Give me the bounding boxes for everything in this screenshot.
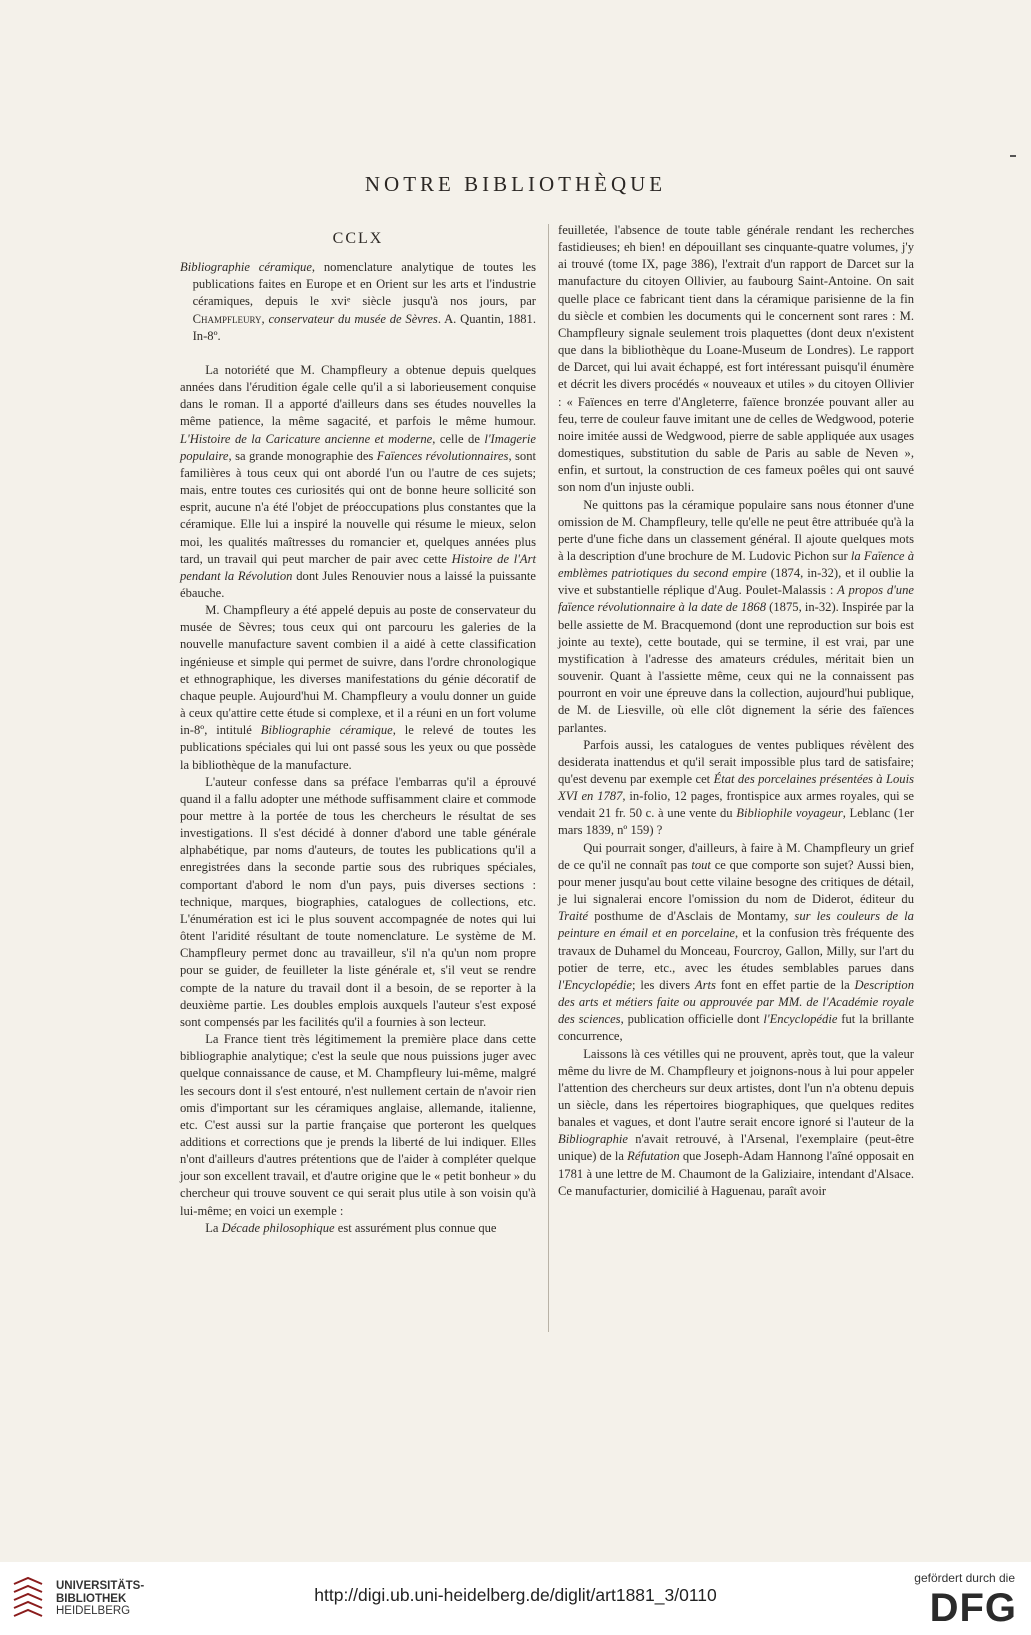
bibliographic-entry: Bibliographie céramique, nomenclature analytique de toutes les publications faites en Europe et en Orient sur les arts et l'industrie céramiques, depuis le xviᵉ siècle jusqu'à nos jours, par Champfleury, conservateur du musée de Sèvres. A. Quantin, 1881. In-8º. <box>180 260 537 343</box>
paragraph: L'auteur confesse dans sa préface l'embarras qu'il a éprouvé quand il a fallu adopter une méthode suffisamment claire et commode pour mettre à la portée de tous les chercheurs le résultat de ses investigations. Il s'est décidé à donner d'abord une table générale alphabétique, par noms d'auteurs, de toutes les publications qu'il a enregistrées dans la seconde partie sous des rubriques spéciales, comportant d'abord le nom d'un pays, puis diverses sections : technique, marques, biographies, catalogues de collections, etc. L'énumération est ici le plus souvent accompagnée de notes qui lui ôtent l'aridité résultant de toute nomenclature. Le système de M. Champfleury permet donc au travailleur, s'il n'a qu'un nom propre pour se guider, de feuilleter la liste générale et, s'il veut se rendre compte de la nature du travail dont il a besoin, de se reporter à la deuxième partie. Les doubles emplois auxquels l'auteur s'est exposé sont compensés par les facilités qu'il a fournies à son lecteur. <box>180 774 536 1029</box>
entry-author: Champfleury <box>192 311 262 326</box>
paragraph: La Décade philosophique est assurément plus connue que <box>205 1220 497 1235</box>
paragraph: La notoriété que M. Champfleury a obtenue depuis quelques années dans l'érudition égale celle qu'il a si laborieusement conquise dans le roman. Il a apporté d'ailleurs dans ses études nouvelles la même patience, la même sagacité, et parfois le même humour. L'Histoire de la Caricature ancienne et moderne, celle de l'Imagerie populaire, sa grande monographie des Faïences révolutionnaires, sont familières à tous ceux qui ont abordé l'un ou l'autre de ces sujets; mais, entre toutes ces curiosités qui ont de bonne heure sollicité son esprit, aucune n'a été l'objet de préoccupations plus constantes que la céramique. Elle lui a inspiré la nouvelle qui résume le mieux, selon moi, les qualités maîtresses du romancier et, quelques années plus tard, un travail qui peut marcher de pair avec cette Histoire de l'Art pendant la Révolution dont Jules Renouvier nous a laissé la puissante ébauche. <box>180 362 537 600</box>
column-divider <box>548 224 549 1332</box>
sponsor-label: gefördert durch die <box>914 1571 1015 1585</box>
paragraph: Ne quittons pas la céramique populaire sans nous étonner d'une omission de M. Champfleury, telle qu'elle ne peut être attribuée qu'à la perte d'une fiche dans un classement général. Il ajoute quelques mots à la description d'une brochure de M. Ludovic Pichon sur la Faïence à emblèmes patriotiques du second empire (1874, in-32), et il oublie la vive et substantielle réplique d'Aug. Poulet-Malassis : A propos d'une faïence révolutionnaire à la date de 1868 (1875, in-32). Inspirée par la belle assiette de M. Bracquemond (dont une reproduction sur bois est jointe au texte), cette boutade, qui se termine, il est vrai, par une mystification à l'adresse des amateurs crédules, méritait bien un souvenir. Quant à l'assiette même, ceux qui ne la connaissent pas pourront en voir une épreuve dans la collection, aujourd'hui publique, de M. de Liesville, où elle clôt dignement la série des faïences parlantes. <box>558 497 914 735</box>
paragraph: M. Champfleury a été appelé depuis au poste de conservateur du musée de Sèvres; tous ceux qui ont parcouru les galeries de la nouvelle manufacture savent combien il a aidé à cette classification ingénieuse et simple qui permet de suivre, dans l'ordre chronologique et ethnographique, les diverses manifestations du génie décoratif de chaque peuple. Aujourd'hui M. Champfleury a voulu donner un guide à ceux qu'attire cette étude si complexe, et il a réuni en un fort volume in-8º, intitulé Bibliographie céramique, le relevé de toutes les publications spéciales qui lui ont passé sous les yeux ou que possède la bibliothèque de la manufacture. <box>180 603 536 772</box>
paragraph: Parfois aussi, les catalogues de ventes publiques révèlent des desiderata inattendus et qu'il serait impossible plus tard de satisfaire; qu'est devenu par exemple cet État des porcelaines présentées à Louis XVI en 1787, in-folio, 12 pages, frontispice aux armes royales, qui se vendait 21 fr. 50 c. à une vente du Bibliophile voyageur, Leblanc (1er mars 1839, nº 159) ? <box>558 737 914 838</box>
paragraph: La France tient très légitimement la première place dans cette bibliographie analytique; c'est la seule que nous puissions juger avec quelque connaissance de cause, et M. Champfleury lui-même, malgré les secours dont il s'est entouré, n'est nullement certain de n'avoir rien omis d'important sur les céramiques anglaise, allemande, italienne, etc. C'est aussi sur la partie française que porteront les quelques additions et corrections que je prends la liberté de lui indiquer. Elles n'ont d'ailleurs d'autres prétentions que de l'aider à compléter quelque jour son excellent travail, et d'autre origine que le « petit bonheur » du chercheur qui trouve souvent ce qui serait plus utile à son voisin qu'à lui-même; en voici un exemple : <box>180 1032 536 1218</box>
entry-title: Bibliographie céramique <box>180 260 312 275</box>
left-column <box>180 218 536 1237</box>
page-title: NOTRE BIBLIOTHÈQUE <box>364 172 667 196</box>
paragraph: Laissons là ces vétilles qui ne prouvent, après tout, que la valeur même du livre de M. Champfleury et joignons-nous à lui pour appeler l'attention des chercheurs sur deux artistes, dont l'un n'a obtenu depuis un siècle, dans les répertoires biographiques, que quelques redites banales et vagues, et dont l'autre serait encore ignoré si l'auteur de la Bibliographie n'avait retrouvé, à l'Arsenal, l'exemplaire (peut-être unique) de la Réfutation que Joseph-Adam Hannong l'aîné opposait en 1781 à une lettre de M. Chaumont de la Galiziaire, intendant d'Alsace. Ce manufacturier, domicilié à Haguenau, paraît avoir <box>558 1046 914 1198</box>
permalink-url[interactable]: http://digi.ub.uni-heidelberg.de/diglit/art1881_3/0110 <box>314 1585 717 1605</box>
university-library-name: UNIVERSITÄTS- BIBLIOTHEK HEIDELBERG <box>56 1580 145 1617</box>
margin-mark <box>1010 155 1016 157</box>
right-column <box>558 222 914 1200</box>
viewer-footer <box>0 1562 1031 1635</box>
paragraph: Qui pourrait songer, d'ailleurs, à faire à M. Champfleury un grief de ce qu'il ne connaît pas tout ce que comporte son sujet? Aussi bien, pour mener jusqu'au bout cette vilaine besogne des critiques de détail, je lui signalerai encore l'omission du nom de Diderot, éditeur du Traité posthume de d'Asclais de Montamy, sur les couleurs de la peinture en émail et en porcelaine, et la confusion très fréquente des travaux de Duhamel du Monceau, Fourcroy, Gallon, Milly, sur l'art du potier de terre, etc., avec les études semblables parues dans l'Encyclopédie; les divers Arts font en effet partie de la Description des arts et métiers faite ou approuvée par MM. de l'Académie royale des sciences, publication officielle dont l'Encyclopédie fut la brillante concurrence, <box>558 840 914 1044</box>
section-number: CCLX <box>332 230 384 247</box>
dfg-logo: DFG <box>929 1586 1017 1630</box>
paragraph: feuilletée, l'absence de toute table générale rendant les recherches fastidieuses; eh bien! en dépouillant ses cinquante-quatre volumes, j'y ai trouvé (tome IX, page 386), l'extrait d'un rapport de Darcet sur la manufacture du citoyen Ollivier, au faubourg Saint-Antoine. On sait quelle place ce fabricant tient dans la céramique parisienne de la fin du siècle et combien les documents qui le concernent sont rares : M. Champfleury signale seulement trois plaquettes (dont deux n'existent que dans la bibliothèque du Loane-Museum de Londres). Le rapport de Darcet, qui lui avait échappé, est fort intéressant puisqu'il énumère et décrit les divers procédés « nouveaux et utiles » du citoyen Ollivier : « Faïences en terre d'Angleterre, faïence bronzée pouvant aller au feu, terre de couleur fauve imitant une de celles de Wedgwood, poterie noire imitée aussi de Wedgwood, pierre de sable appliquée aux usages domestiques, substitution du sable de Paris au sable de Neven », enfin, et surtout, la construction de ces fameux poêles qui ont sauvé son nom d'un injuste oubli. <box>558 223 914 495</box>
